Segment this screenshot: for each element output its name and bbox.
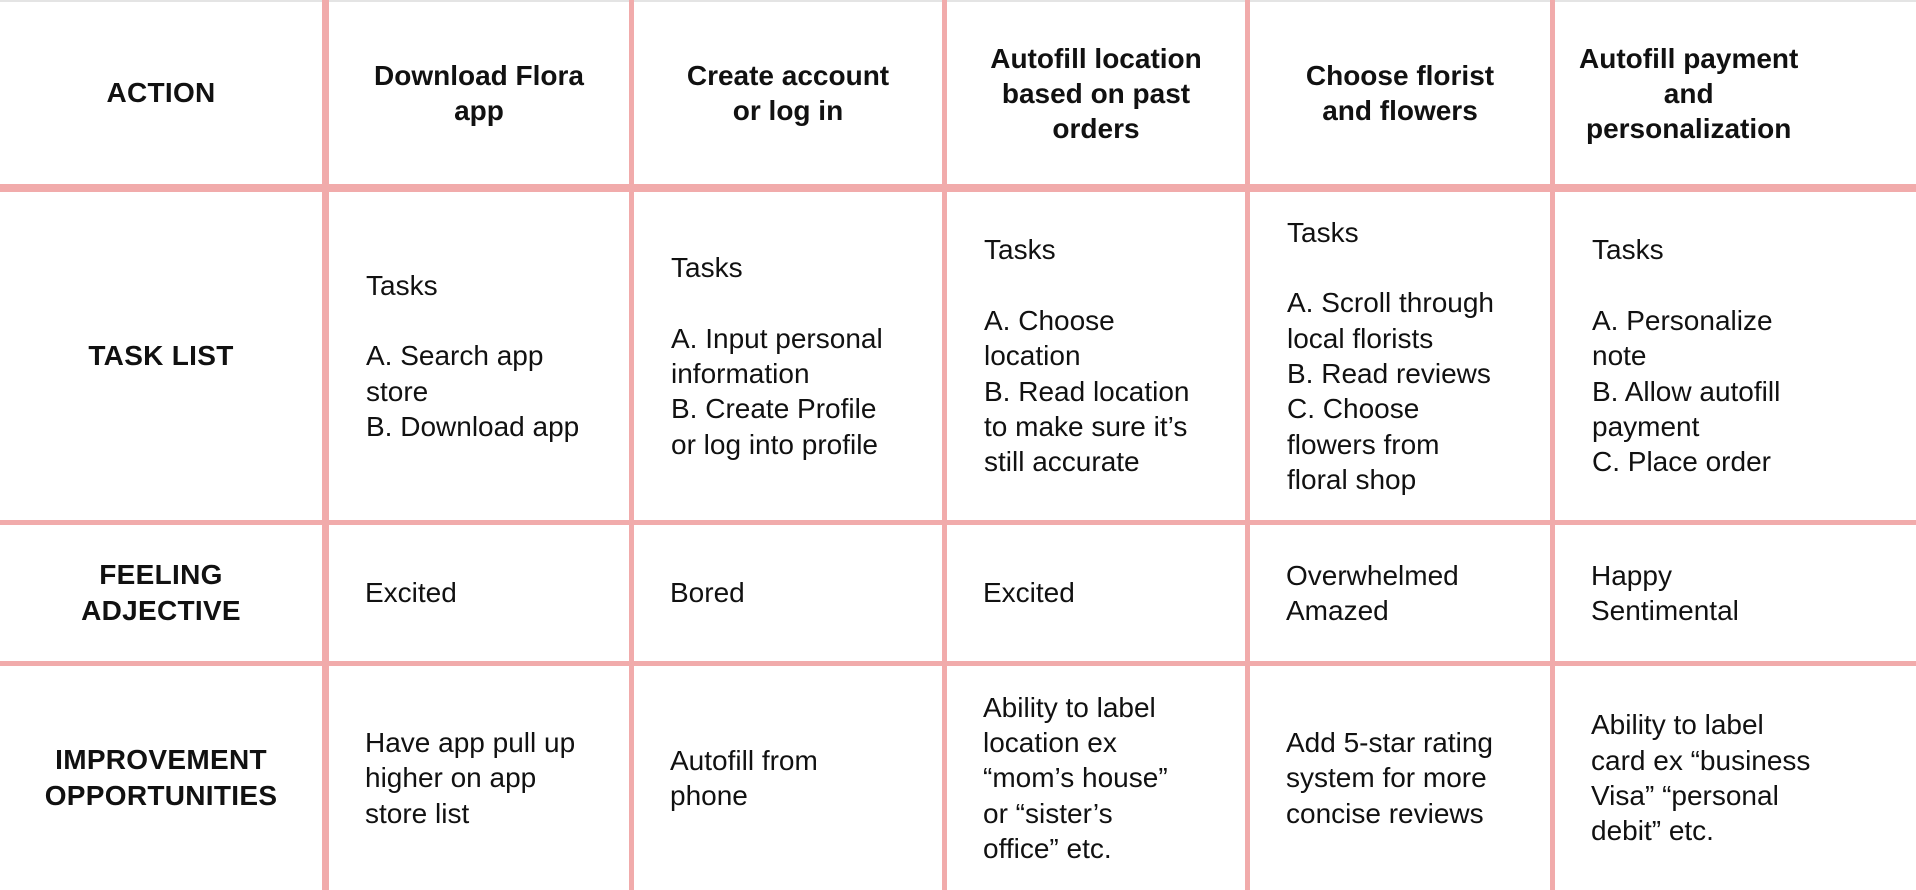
column-divider: [322, 0, 329, 890]
improvement-cell: [1250, 666, 1550, 890]
task-cell: [329, 192, 629, 520]
action-header-cell: [1555, 2, 1916, 184]
action-header-cell: [329, 2, 629, 184]
improvement-text: Add 5-star rating system for more concise reviews: [1286, 727, 1493, 829]
feeling-text: Happy Sentimental: [1591, 559, 1739, 626]
feeling-cell: [634, 525, 942, 661]
task-cell: [947, 192, 1245, 520]
row-label-improvement-cell: [0, 666, 322, 890]
improvement-text: Ability to label card ex “business Visa” “personal debit” etc.: [1591, 709, 1811, 847]
improvement-text: Have app pull up higher on app store list: [365, 727, 576, 829]
action-header: Create account or log in: [686, 60, 890, 126]
feeling-cell: [1555, 525, 1916, 661]
action-header-cell: [1250, 2, 1550, 184]
action-header-cell: [947, 2, 1245, 184]
feeling-cell: [329, 525, 629, 661]
improvement-text: Ability to label location ex “mom’s house” or “sister’s office” etc.: [983, 691, 1168, 864]
row-label-action-cell: [0, 2, 322, 184]
task-cell: [1250, 192, 1550, 520]
task-list-text: Tasks A. Choose location B. Read location to make sure it’s still accurate: [984, 234, 1190, 478]
row-label-action: ACTION: [106, 77, 216, 108]
improvement-cell: [634, 666, 942, 890]
improvement-cell: [947, 666, 1245, 890]
row-label-task-list-cell: [0, 192, 322, 520]
row-label-improvement: IMPROVEMENT OPPORTUNITIES: [44, 744, 278, 811]
improvement-cell: [1555, 666, 1916, 890]
task-cell: [1555, 192, 1916, 520]
action-header: Download Flora app: [374, 60, 584, 126]
action-header: Choose florist and flowers: [1305, 60, 1495, 126]
row-label-task-list: TASK LIST: [88, 340, 234, 371]
task-list-text: Tasks A. Search app store B. Download app: [366, 269, 580, 442]
task-list-text: Tasks A. Input personal information B. Create Profile or log into profile: [671, 252, 883, 460]
feeling-text: Bored: [670, 577, 745, 609]
row-label-feeling-cell: [0, 525, 322, 661]
action-header: Autofill location based on past orders: [990, 42, 1202, 144]
feeling-text: Excited: [983, 577, 1075, 609]
feeling-cell: [947, 525, 1245, 661]
action-header: Autofill payment and personalization: [1579, 42, 1799, 144]
improvement-text: Autofill from phone: [670, 744, 818, 811]
task-list-text: Tasks A. Scroll through local florists B. Read reviews C. Choose flowers from floral shop: [1287, 216, 1494, 495]
feeling-text: Overwhelmed Amazed: [1286, 559, 1459, 626]
action-header-cell: [634, 2, 942, 184]
header-divider: [0, 184, 1916, 192]
improvement-cell: [329, 666, 629, 890]
feeling-text: Excited: [365, 577, 457, 609]
task-list-text: Tasks A. Personalize note B. Allow autofill payment C. Place order: [1592, 234, 1781, 478]
task-cell: [634, 192, 942, 520]
row-label-feeling: FEELING ADJECTIVE: [81, 559, 241, 626]
feeling-cell: [1250, 525, 1550, 661]
